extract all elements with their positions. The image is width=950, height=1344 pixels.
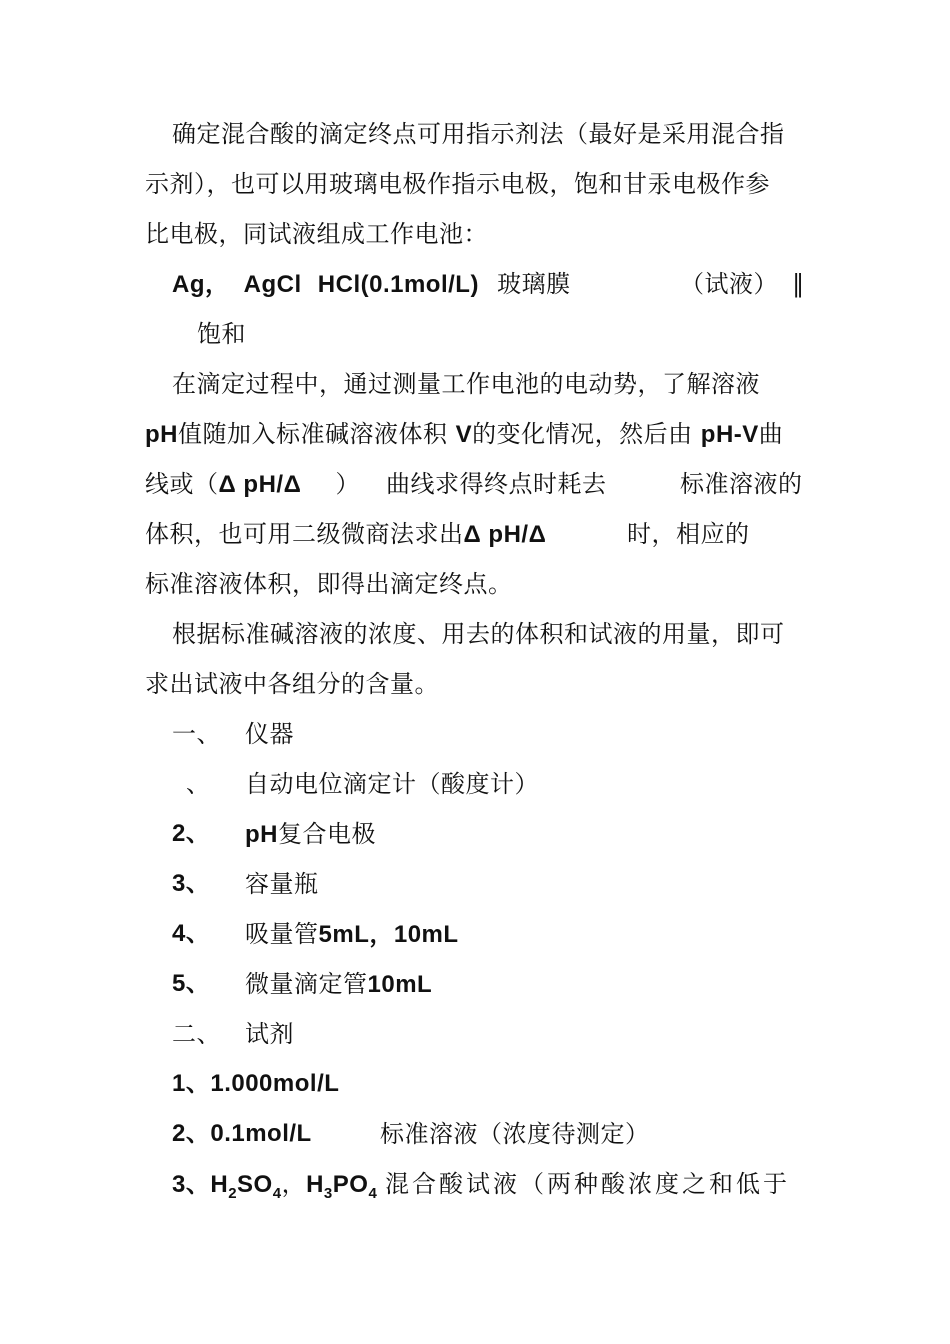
paragraph-2-line-1: 在滴定过程中，通过测量工作电池的电动势，了解溶液 xyxy=(172,370,760,398)
instrument-2-bold: pH xyxy=(245,821,278,848)
cell-notation-line-2: 饱和 xyxy=(197,320,246,348)
paragraph-2-line-3-middle: 曲线求得终点时耗去 xyxy=(386,470,607,498)
reagent-3-formula xyxy=(172,1166,377,1212)
paragraph-2-line-3-text-a: 线或（ xyxy=(145,470,219,498)
formula-h3po4-po: PO xyxy=(332,1171,369,1198)
formula-h2so4-so: SO xyxy=(237,1171,273,1198)
delta-ph-term: Δ pH/Δ xyxy=(218,471,302,498)
formula-h2so4-sub-2: 2 xyxy=(228,1185,238,1202)
paragraph-2-line-3-right: 标准溶液的 xyxy=(680,470,803,498)
reagent-3-text: 混合酸试液（两种酸浓度之和低于 xyxy=(385,1170,790,1198)
cell-notation xyxy=(172,266,571,303)
paragraph-2-line-2-text-a: 值随加入标准碱溶液体积 xyxy=(178,420,448,448)
instrument-5-text: 微量滴定管 xyxy=(245,970,368,998)
section-2-title: 试剂 xyxy=(245,1020,294,1048)
paragraph-2-line-3-text-b: ） xyxy=(335,470,360,498)
paragraph-2-line-2 xyxy=(145,416,783,453)
formula-h2so4-sub-4: 4 xyxy=(272,1185,282,1202)
instrument-5-bold: 10mL xyxy=(367,971,433,998)
cell-notation-right xyxy=(680,266,805,302)
instrument-3-number: 3、 xyxy=(172,870,211,897)
cell-part-test-solution: （试液） xyxy=(680,270,778,298)
cell-part-glass-membrane: 玻璃膜 xyxy=(497,270,571,298)
instrument-4-bold: 5mL，10mL xyxy=(318,921,459,948)
instrument-1-text: 自动电位滴定计（酸度计） xyxy=(245,770,539,798)
cell-part-agcl: AgCl xyxy=(243,271,302,298)
section-1-number: 一、 xyxy=(172,720,221,748)
paragraph-2-line-3-left xyxy=(145,466,360,503)
instrument-1-number: 、 xyxy=(186,770,211,798)
paragraph-2-line-2-text-b: 的变化情况，然后由 xyxy=(472,420,693,448)
second-derivative-term: Δ pH/Δ xyxy=(463,521,547,548)
instrument-3-text: 容量瓶 xyxy=(245,870,319,898)
instrument-2-text: 复合电极 xyxy=(278,820,376,848)
cell-part-ag: Ag， xyxy=(172,271,230,298)
paragraph-3-line-2: 求出试液中各组分的含量。 xyxy=(145,670,439,698)
reagent-1: 1、1.000mol/L xyxy=(172,1070,340,1097)
ph-v-term: pH-V xyxy=(700,421,759,448)
paragraph-2-line-4-text-a: 体积，也可用二级微商法求出 xyxy=(145,520,464,548)
paragraph-2-line-5: 标准溶液体积，即得出滴定终点。 xyxy=(145,570,513,598)
reagent-2-text: 标准溶液（浓度待测定） xyxy=(380,1120,650,1148)
section-2-number: 二、 xyxy=(172,1020,221,1048)
paragraph-1-line-1: 确定混合酸的滴定终点可用指示剂法（最好是采用混合指 xyxy=(172,120,785,148)
paragraph-2-line-2-text-c: 曲 xyxy=(758,420,784,448)
instrument-5-number: 5、 xyxy=(172,970,211,997)
section-1-title: 仪器 xyxy=(245,720,294,748)
cell-part-hcl: HCl(0.1mol/L) xyxy=(317,271,479,298)
reagent-3-number: 3、 xyxy=(172,1171,211,1198)
instrument-2 xyxy=(245,816,376,853)
paragraph-2-line-4-right: 时，相应的 xyxy=(627,520,750,548)
instrument-5 xyxy=(245,966,432,1003)
ph-term: pH xyxy=(145,421,178,448)
cell-part-double-bar: ‖ xyxy=(792,270,805,298)
instrument-4-text: 吸量管 xyxy=(245,920,319,948)
formula-comma: ， xyxy=(281,1170,307,1198)
paragraph-1-line-3: 比电极，同试液组成工作电池： xyxy=(145,220,488,248)
instrument-4 xyxy=(245,916,459,953)
formula-h3po4-sub-3: 3 xyxy=(323,1185,333,1202)
paragraph-3-line-1: 根据标准碱溶液的浓度、用去的体积和试液的用量，即可 xyxy=(172,620,785,648)
formula-h3po4-h: H xyxy=(306,1171,324,1198)
paragraph-1-line-2: 示剂），也可以用玻璃电极作指示电极，饱和甘汞电极作参 xyxy=(145,170,770,198)
instrument-2-number: 2、 xyxy=(172,820,211,847)
reagent-2-concentration: 2、0.1mol/L xyxy=(172,1120,312,1147)
formula-h3po4-sub-4: 4 xyxy=(368,1185,378,1202)
volume-symbol: V xyxy=(455,421,473,448)
instrument-4-number: 4、 xyxy=(172,920,211,947)
paragraph-2-line-4-left xyxy=(145,516,546,553)
formula-h2so4-h: H xyxy=(210,1171,229,1198)
